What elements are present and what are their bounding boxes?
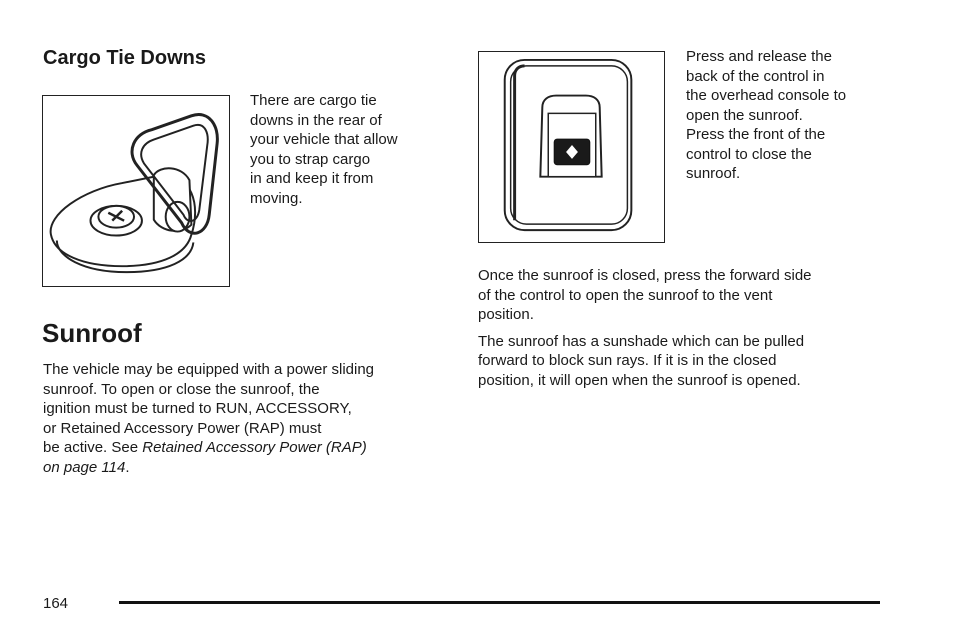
intro-suffix: . [125, 458, 130, 476]
footer-divider [119, 601, 880, 604]
sunroof-right-paragraphs [478, 266, 898, 397]
sunshade-line: forward to block sun rays. If it is in the closed [478, 352, 777, 369]
cargo-line: downs in the rear of [250, 111, 382, 129]
sunshade-paragraph [478, 332, 898, 391]
caption-line: open the sunroof. [686, 106, 803, 124]
page-number: 164 [43, 595, 69, 612]
cargo-line: moving. [250, 189, 303, 207]
sunroof-intro-line: The vehicle may be equipped with a power sliding [43, 361, 375, 378]
caption-line: the overhead console to [686, 87, 847, 104]
rap-reference-page-link[interactable]: on page 114 [43, 458, 126, 476]
sunroof-intro-line: ignition must be turned to RUN, ACCESSORY, [43, 400, 352, 417]
cargo-line: your vehicle that allow [250, 131, 398, 148]
cargo-tie-downs-heading: Cargo Tie Downs [43, 47, 206, 69]
vent-line: of the control to open the sunroof to the vent [478, 286, 773, 304]
rap-reference-link[interactable]: Retained Accessory Power (RAP) [142, 439, 367, 456]
cargo-line: There are cargo tie [250, 92, 377, 109]
vent-line: Once the sunroof is closed, press the forward side [478, 267, 812, 284]
sunshade-line: The sunroof has a sunshade which can be pulled [478, 332, 805, 350]
sunroof-intro [43, 360, 453, 477]
caption-line: Press and release the [686, 48, 832, 65]
caption-line: back of the control in [686, 67, 825, 85]
cargo-tie-down-illustration [42, 95, 230, 287]
sunroof-intro-line: or Retained Accessory Power (RAP) must [43, 419, 322, 437]
sunroof-control-drawing [479, 52, 664, 242]
cargo-line: you to strap cargo [250, 150, 371, 168]
sunroof-control-caption [686, 47, 896, 184]
cargo-tie-downs-text [250, 91, 450, 208]
intro-prefix: be active. See [43, 439, 143, 456]
cargo-line: in and keep it from [250, 170, 374, 187]
vent-line: position. [478, 306, 534, 323]
sunroof-intro-line-last [43, 438, 453, 458]
caption-line: Press the front of the [686, 126, 826, 143]
caption-line: control to close the [686, 145, 812, 163]
sunroof-control-illustration [478, 51, 665, 243]
sunshade-line: position, it will open when the sunroof is opened. [478, 371, 801, 389]
caption-line: sunroof. [686, 165, 741, 182]
vent-paragraph [478, 266, 898, 325]
sunroof-title: Sunroof [42, 318, 142, 348]
sunroof-intro-line-ref [43, 458, 453, 478]
cargo-tie-down-drawing [43, 96, 229, 286]
sunroof-intro-line: sunroof. To open or close the sunroof, the [43, 380, 320, 398]
